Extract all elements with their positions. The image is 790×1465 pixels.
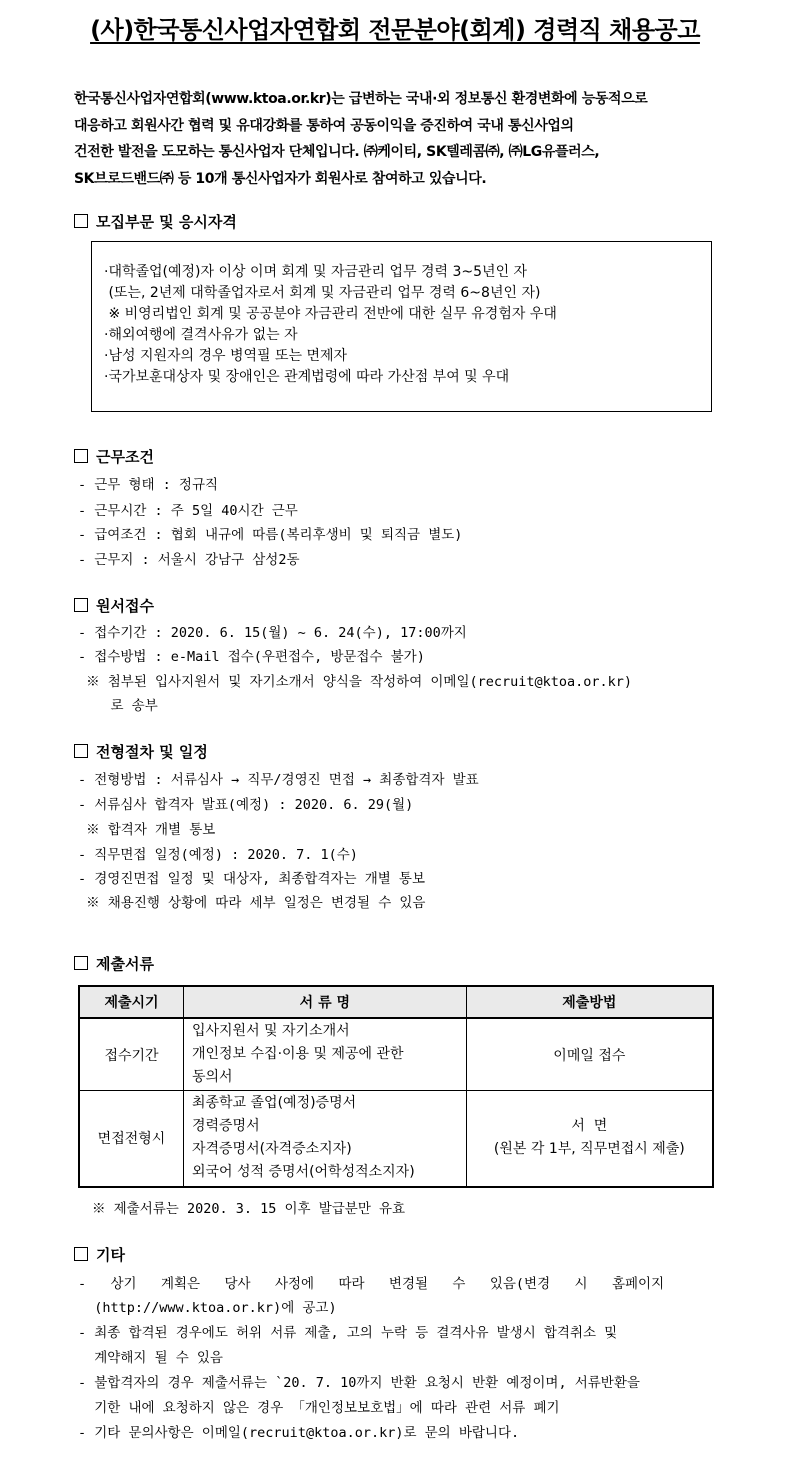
qualification-box [91, 241, 712, 412]
section-heading-conditions: 근무조건 [74, 446, 154, 467]
etc-item: - 기타 문의사항은 이메일(recruit@ktoa.or.kr)로 문의 바랍니다. [78, 1425, 520, 1441]
schedule-item: - 서류심사 합격자 발표(예정) : 2020. 6. 29(월) [78, 797, 414, 813]
qualification-item: ·국가보훈대상자 및 장애인은 관계법령에 따라 가산점 부여 및 우대 [104, 369, 510, 385]
method-cell: 이메일 접수 [466, 1018, 713, 1091]
checkbox-square-icon [74, 956, 88, 970]
schedule-item: - 직무면접 일정(예정) : 2020. 7. 1(수) [78, 847, 358, 863]
intro-paragraph [74, 86, 722, 192]
intro-line: 한국통신사업자연합회(www.ktoa.or.kr)는 급변하는 국내·외 정보통신 환경변화에 능동적으로 [74, 91, 648, 107]
schedule-item: - 전형방법 : 서류심사 → 직무/경영진 면접 → 최종합격자 발표 [78, 772, 479, 788]
intro-line: 건전한 발전을 도모하는 통신사업자 단체입니다. ㈜케이티, SK텔레콤㈜, ㈜LG유플러스, [74, 144, 600, 160]
checkbox-square-icon [74, 449, 88, 463]
table-row [79, 1091, 713, 1187]
qualification-item: ※ 비영리법인 회계 및 공공분야 자금관리 전반에 대한 실무 유경험자 우대 [104, 306, 557, 322]
etc-item: - 불합격자의 경우 제출서류는 `20. 7. 10까지 반환 요청시 반환 예정이며, 서류반환을 [78, 1375, 640, 1391]
column-header: 제출시기 [79, 986, 183, 1018]
table-header-row [79, 986, 713, 1018]
checkbox-square-icon [74, 744, 88, 758]
section-heading-etc: 기타 [74, 1244, 125, 1265]
application-item: - 접수방법 : e-Mail 접수(우편접수, 방문접수 불가) [78, 649, 425, 665]
schedule-item: - 경영진면접 일정 및 대상자, 최종합격자는 개별 통보 [78, 871, 426, 887]
conditions-item: - 급여조건 : 협회 내규에 따름(복리후생비 및 퇴직금 별도) [78, 527, 463, 543]
method-cell: 서 면 (원본 각 1부, 직무면접시 제출) [466, 1091, 713, 1187]
etc-item: - 최종 합격된 경우에도 허위 서류 제출, 고의 누락 등 결격사유 발생시 합격취소 및 [78, 1325, 618, 1341]
section-heading-qualification: 모집부문 및 응시자격 [74, 211, 237, 232]
docs-cell: 입사지원서 및 자기소개서 개인정보 수집·이용 및 제공에 관한 동의서 [183, 1018, 466, 1091]
intro-line: 대응하고 회원사간 협력 및 유대강화를 통하여 공동이익을 증진하여 국내 통신사업의 [74, 117, 574, 134]
column-header: 제출방법 [466, 986, 713, 1018]
period-cell: 면접전형시 [79, 1091, 183, 1187]
schedule-item: ※ 합격자 개별 통보 [78, 822, 216, 838]
section-heading-schedule: 전형절차 및 일정 [74, 741, 208, 762]
docs-cell: 최종학교 졸업(예정)증명서 경력증명서 자격증명서(자격증소지자) 외국어 성적 증명서(어학성적소지자) [183, 1091, 466, 1187]
column-header: 서 류 명 [183, 986, 466, 1018]
documents-note: ※ 제출서류는 2020. 3. 15 이후 발급분만 유효 [92, 1201, 406, 1217]
period-cell: 접수기간 [79, 1018, 183, 1091]
section-heading-application: 원서접수 [74, 595, 154, 616]
application-item: 로 송부 [78, 698, 158, 714]
conditions-item: - 근무시간 : 주 5일 40시간 근무 [78, 503, 298, 519]
schedule-item: ※ 채용진행 상황에 따라 세부 일정은 변경될 수 있음 [78, 895, 426, 911]
etc-item: 기한 내에 요청하지 않은 경우 「개인정보보호법」에 따라 관련 서류 폐기 [78, 1400, 560, 1416]
page-title: (사)한국통신사업자연합회 전문분야(회계) 경력직 채용공고 [90, 16, 700, 44]
checkbox-square-icon [74, 598, 88, 612]
application-item: - 접수기간 : 2020. 6. 15(월) ~ 6. 24(수), 17:00까지 [78, 625, 467, 641]
application-item: ※ 첨부된 입사지원서 및 자기소개서 양식을 작성하여 이메일(recruit@ktoa.or.kr) [78, 674, 633, 690]
conditions-item: - 근무 형태 : 정규직 [78, 477, 219, 493]
checkbox-square-icon [74, 214, 88, 228]
intro-line: SK브로드밴드㈜ 등 10개 통신사업자가 회원사로 참여하고 있습니다. [74, 170, 487, 187]
checkbox-square-icon [74, 1247, 88, 1261]
qualification-item: ·대학졸업(예정)자 이상 이며 회계 및 자금관리 업무 경력 3~5년인 자 [104, 264, 528, 280]
etc-item: - 상기 계획은 당사 사정에 따라 변경될 수 있음(변경 시 홈페이지 [78, 1276, 665, 1292]
table-row [79, 1018, 713, 1091]
section-heading-documents: 제출서류 [74, 953, 154, 974]
conditions-item: - 근무지 : 서울시 강남구 삼성2동 [78, 552, 300, 568]
qualification-item: ·남성 지원자의 경우 병역필 또는 면제자 [104, 348, 348, 364]
qualification-item: ·해외여행에 결격사유가 없는 자 [104, 327, 298, 343]
qualification-item: (또는, 2년제 대학졸업자로서 회계 및 자금관리 업무 경력 6~8년인 자) [104, 285, 541, 301]
etc-item: 계약해지 될 수 있음 [78, 1350, 223, 1366]
etc-item: (http://www.ktoa.or.kr)에 공고) [78, 1300, 337, 1316]
documents-table [78, 985, 714, 1188]
